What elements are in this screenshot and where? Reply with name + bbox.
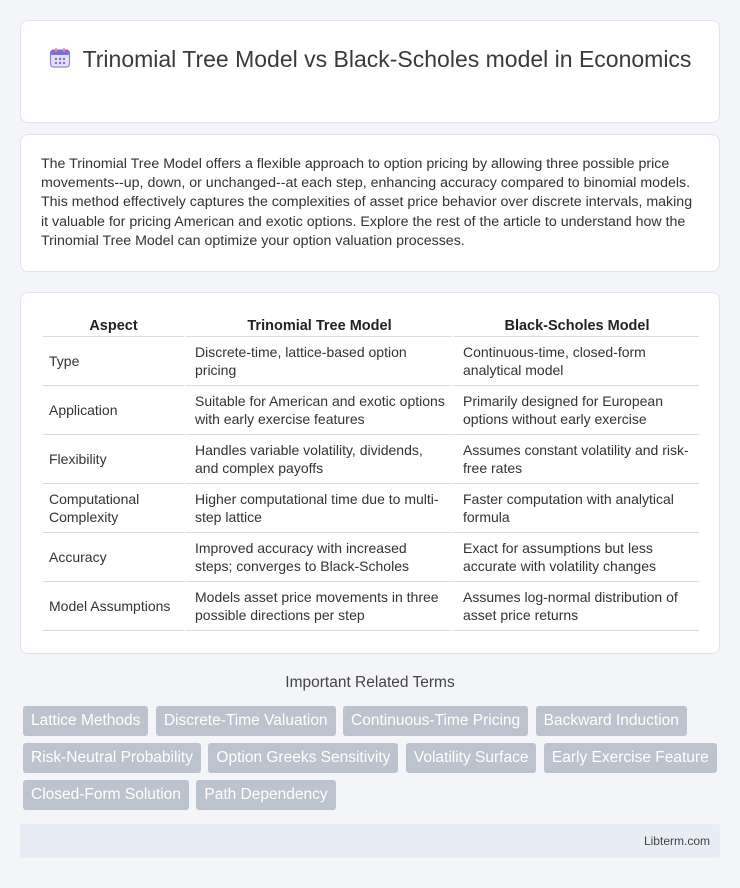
cell-trinomial: Handles variable volatility, dividends, and complex payoffs <box>184 435 452 484</box>
footer <box>20 824 720 858</box>
page-title <box>21 45 719 74</box>
footer-site-link[interactable]: Libterm.com <box>643 834 710 848</box>
tag-backward-induction[interactable]: Backward Induction <box>536 706 687 736</box>
cell-trinomial: Discrete-time, lattice-based option pricing <box>184 337 452 386</box>
cell-aspect: Model Assumptions <box>43 582 184 631</box>
table-row <box>43 533 699 582</box>
table-row <box>43 386 699 435</box>
table-row <box>43 337 699 386</box>
cell-trinomial: Models asset price movements in three possible directions per step <box>184 582 452 631</box>
comparison-card <box>20 292 720 654</box>
tag-option-greeks-sensitivity[interactable]: Option Greeks Sensitivity <box>208 743 398 773</box>
cell-trinomial: Improved accuracy with increased steps; converges to Black-Scholes <box>184 533 452 582</box>
cell-trinomial: Higher computational time due to multi-step lattice <box>184 484 452 533</box>
related-terms-title: Important Related Terms <box>285 674 455 691</box>
tag-risk-neutral-probability[interactable]: Risk-Neutral Probability <box>23 743 201 773</box>
table-row <box>43 435 699 484</box>
tag-continuous-time-pricing[interactable]: Continuous-Time Pricing <box>343 706 528 736</box>
header-aspect: Aspect <box>43 311 184 337</box>
cell-black-scholes: Assumes log-normal distribution of asset price returns <box>452 582 699 631</box>
tag-closed-form-solution[interactable]: Closed-Form Solution <box>23 780 189 810</box>
header-black-scholes: Black-Scholes Model <box>452 311 699 337</box>
title-card <box>20 20 720 123</box>
table-row <box>43 484 699 533</box>
related-terms-list <box>23 706 723 817</box>
tag-lattice-methods[interactable]: Lattice Methods <box>23 706 148 736</box>
intro-card <box>20 134 720 272</box>
cell-aspect: Computational Complexity <box>43 484 184 533</box>
cell-trinomial: Suitable for American and exotic options with early exercise features <box>184 386 452 435</box>
cell-black-scholes: Assumes constant volatility and risk-free rates <box>452 435 699 484</box>
comparison-table <box>43 311 699 631</box>
calendar-icon <box>49 47 71 69</box>
table-row <box>43 582 699 631</box>
tag-path-dependency[interactable]: Path Dependency <box>196 780 335 810</box>
cell-aspect: Type <box>43 337 184 386</box>
cell-aspect: Accuracy <box>43 533 184 582</box>
tag-discrete-time-valuation[interactable]: Discrete-Time Valuation <box>156 706 336 736</box>
intro-text: The Trinomial Tree Model offers a flexible approach to option pricing by allowing three possible price movements--up, down, or unchanged--at each step, enhancing accuracy compared to binomial models. This method effectively captures the complexities of asset price behavior over discrete intervals, making it valuable for pricing American and exotic options. Explore the rest of the article to understand how the Trinomial Tree Model can optimize your option valuation processes. <box>41 156 693 249</box>
cell-black-scholes: Exact for assumptions but less accurate with volatility changes <box>452 533 699 582</box>
cell-aspect: Application <box>43 386 184 435</box>
tag-volatility-surface[interactable]: Volatility Surface <box>406 743 537 773</box>
table-header-row <box>43 311 699 337</box>
cell-black-scholes: Primarily designed for European options without early exercise <box>452 386 699 435</box>
cell-black-scholes: Continuous-time, closed-form analytical model <box>452 337 699 386</box>
page-title-text: Trinomial Tree Model vs Black-Scholes model in Economics <box>82 46 692 72</box>
tag-early-exercise-feature[interactable]: Early Exercise Feature <box>544 743 717 773</box>
cell-black-scholes: Faster computation with analytical formula <box>452 484 699 533</box>
header-trinomial: Trinomial Tree Model <box>184 311 452 337</box>
cell-aspect: Flexibility <box>43 435 184 484</box>
